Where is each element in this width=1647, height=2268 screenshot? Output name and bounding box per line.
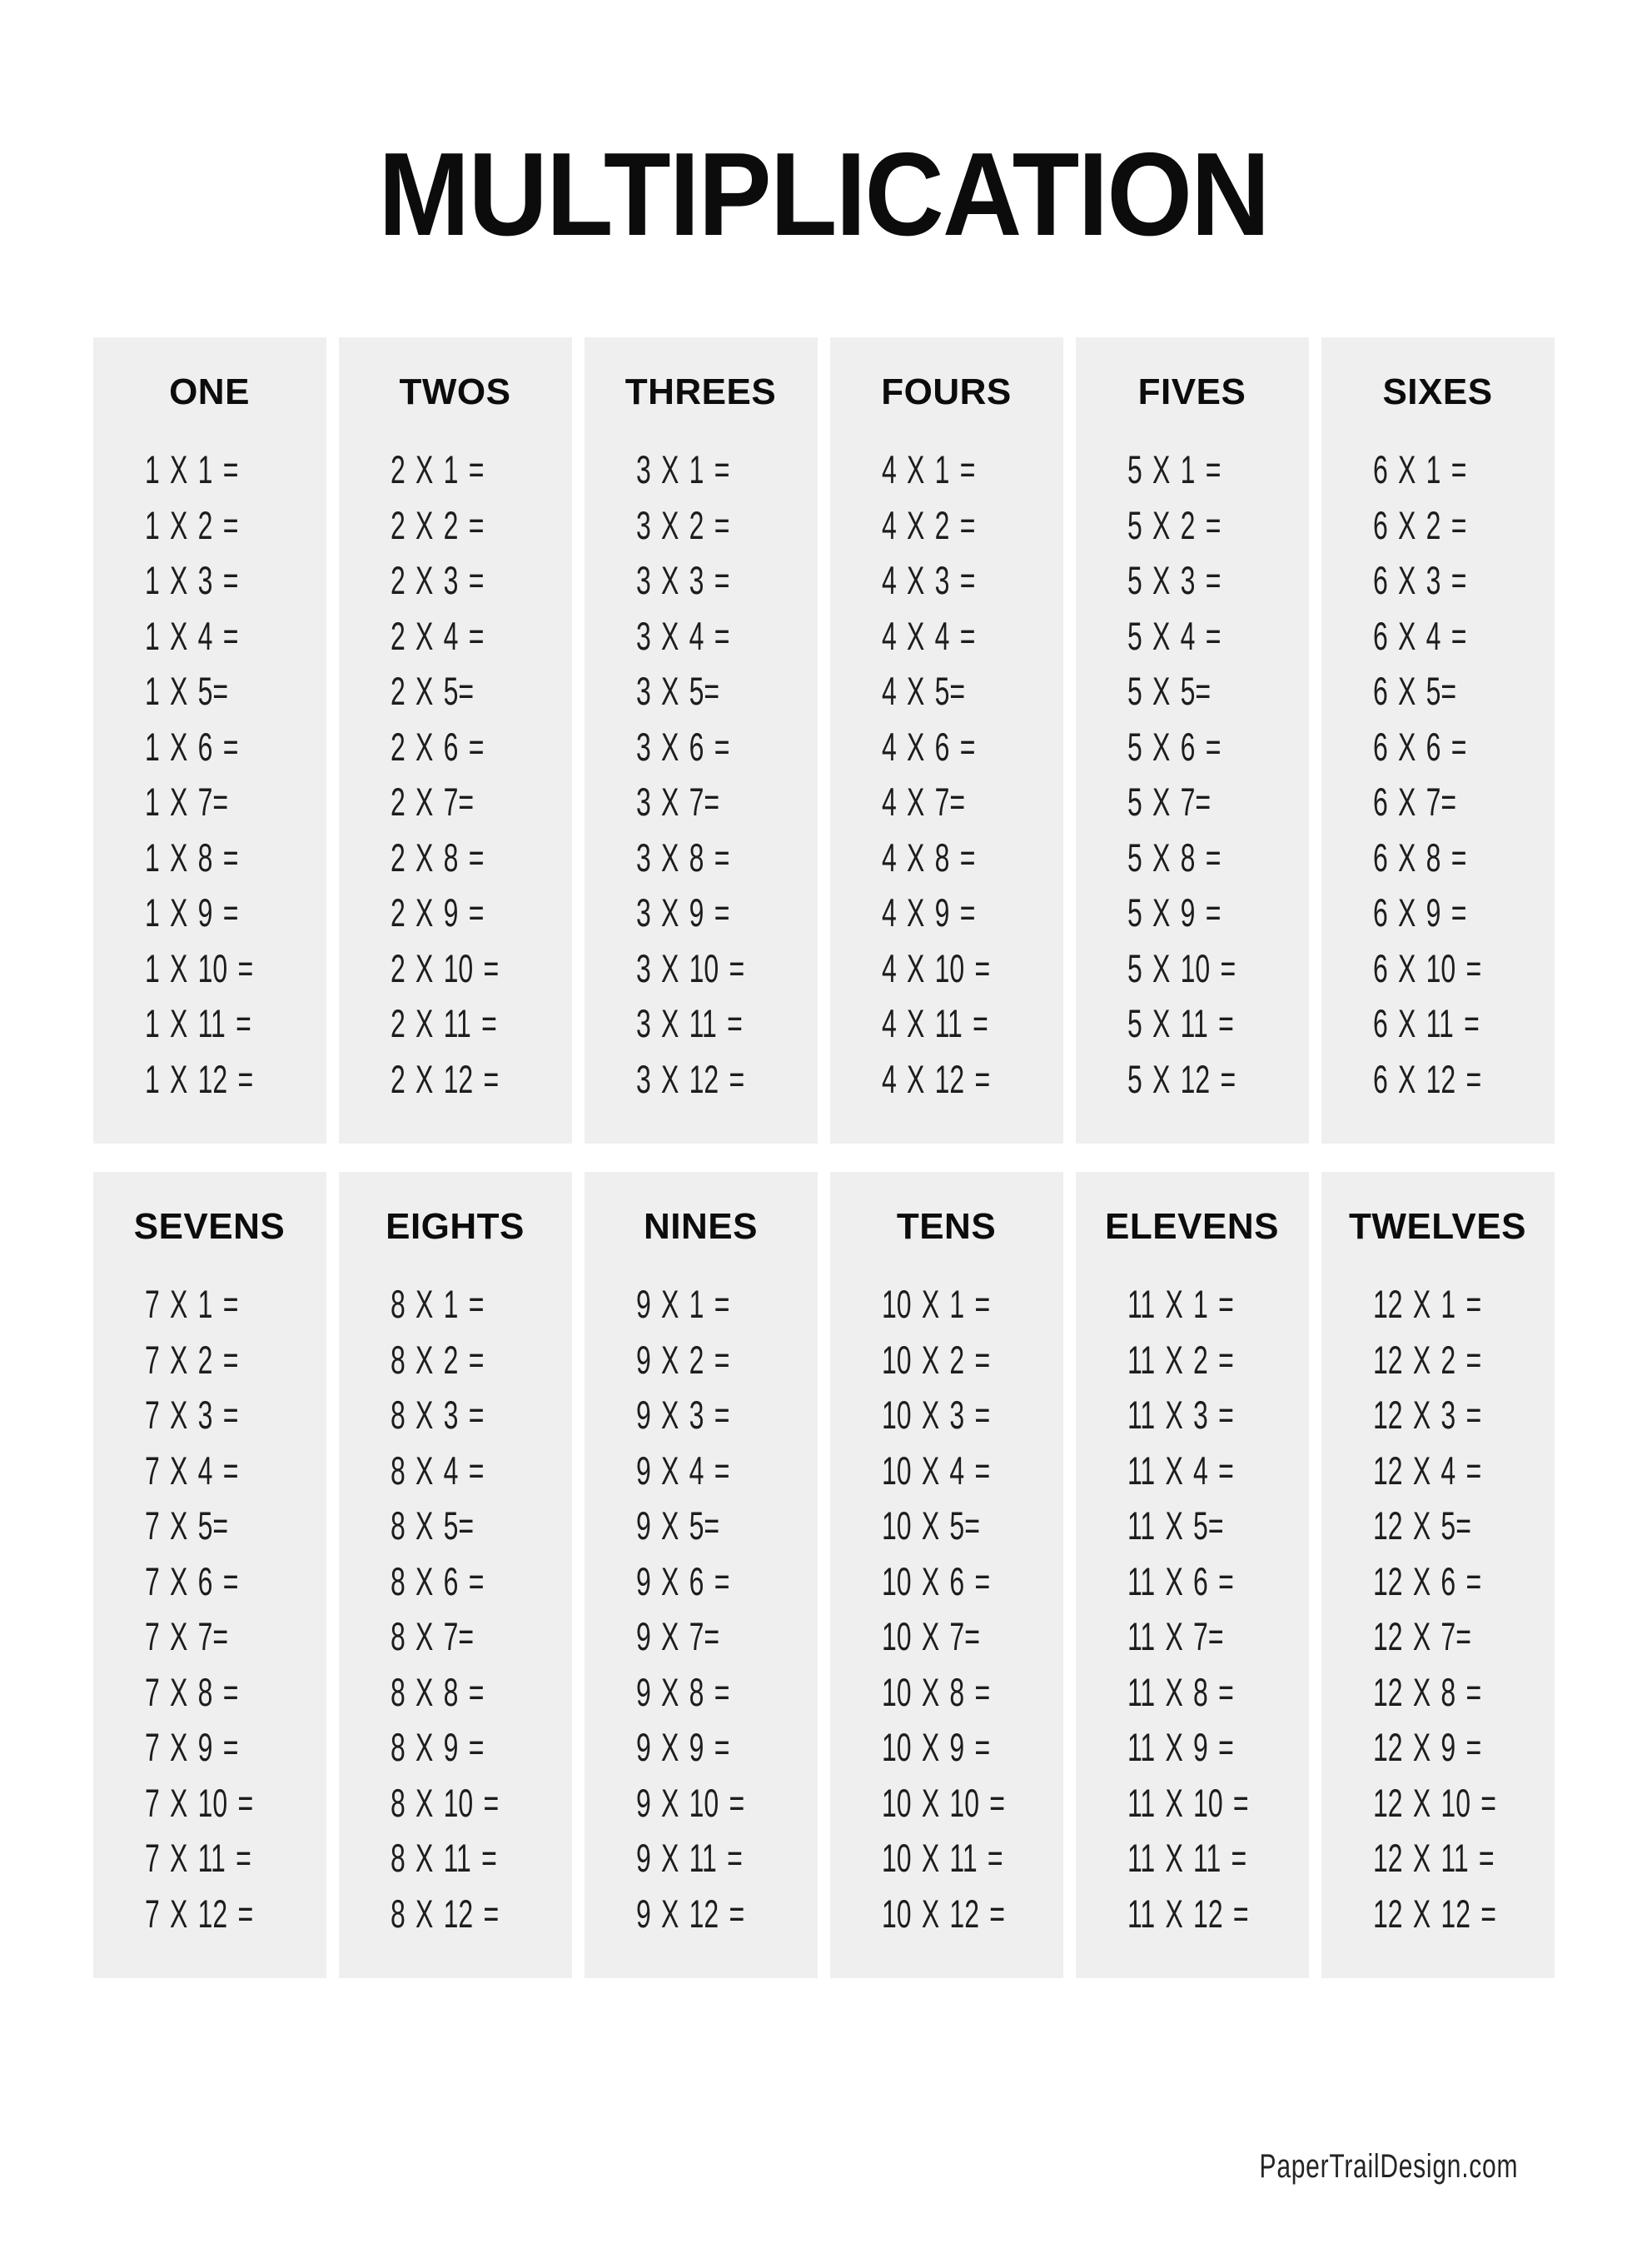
- equation: 9 X 3 =: [635, 1393, 729, 1437]
- equation: 9 X 10 =: [635, 1780, 744, 1825]
- column-header: TENS: [896, 1206, 997, 1247]
- equation: 5 X 7=: [1127, 780, 1211, 824]
- equation: 10 X 4 =: [881, 1448, 990, 1493]
- equation: 1 X 3 =: [144, 558, 238, 602]
- equation: 10 X 3 =: [881, 1393, 990, 1437]
- equation: 1 X 10 =: [144, 945, 253, 990]
- equation: 11 X 8 =: [1127, 1669, 1234, 1714]
- equation: 9 X 5=: [635, 1503, 719, 1548]
- equation: 3 X 7=: [635, 780, 719, 824]
- equation: 10 X 2 =: [881, 1337, 990, 1382]
- equation: 6 X 3 =: [1372, 558, 1466, 602]
- equation: 11 X 9 =: [1127, 1725, 1234, 1769]
- equation: 1 X 4 =: [144, 613, 238, 658]
- equation: 9 X 12 =: [635, 1891, 744, 1936]
- table-panel: [1321, 337, 1555, 1144]
- equation: 8 X 1 =: [390, 1282, 484, 1326]
- equation: 11 X 7=: [1127, 1614, 1223, 1658]
- equation: 3 X 1 =: [635, 447, 729, 491]
- equation: 10 X 1 =: [881, 1282, 990, 1326]
- equation: 7 X 8 =: [144, 1669, 238, 1714]
- equation: 7 X 1 =: [144, 1282, 238, 1326]
- equation: 5 X 6 =: [1127, 724, 1221, 769]
- equation: 2 X 1 =: [390, 447, 484, 491]
- equation-list: [1076, 1277, 1309, 1942]
- equation: 9 X 11 =: [635, 1836, 743, 1880]
- equation: 3 X 6 =: [635, 724, 729, 769]
- equation: 9 X 9 =: [635, 1725, 729, 1769]
- footer-credit: PaperTrailDesign.com: [1259, 2148, 1518, 2185]
- table-panel: [1321, 1172, 1555, 1978]
- equation: 6 X 2 =: [1372, 502, 1466, 547]
- equation: 12 X 12 =: [1372, 1891, 1496, 1936]
- equation-list: [830, 442, 1063, 1107]
- equation: 6 X 11 =: [1372, 1001, 1480, 1045]
- equation: 7 X 10 =: [144, 1780, 253, 1825]
- table-panel: [1076, 337, 1309, 1144]
- equation-list: [1321, 442, 1555, 1107]
- column-header: NINES: [644, 1206, 758, 1247]
- equation: 8 X 2 =: [390, 1337, 484, 1382]
- equation: 5 X 1 =: [1127, 447, 1221, 491]
- equation: 7 X 11 =: [144, 1836, 251, 1880]
- column-header: SIXES: [1382, 371, 1493, 412]
- equation: 9 X 2 =: [635, 1337, 729, 1382]
- equation: 2 X 9 =: [390, 890, 484, 935]
- equation: 8 X 6 =: [390, 1558, 484, 1603]
- equation: 6 X 5=: [1372, 669, 1456, 713]
- equation: 4 X 8 =: [881, 835, 975, 880]
- equation: 4 X 12 =: [881, 1056, 990, 1101]
- equation: 12 X 2 =: [1372, 1337, 1481, 1382]
- table-panel: [830, 1172, 1063, 1978]
- equation: 9 X 8 =: [635, 1669, 729, 1714]
- equation: 7 X 12 =: [144, 1891, 253, 1936]
- equation-list: [93, 1277, 326, 1942]
- equation: 8 X 12 =: [390, 1891, 499, 1936]
- equation: 9 X 1 =: [635, 1282, 729, 1326]
- column-header: SEVENS: [133, 1206, 286, 1247]
- equation: 9 X 4 =: [635, 1448, 729, 1493]
- equation: 6 X 8 =: [1372, 835, 1466, 880]
- equation: 2 X 10 =: [390, 945, 499, 990]
- column-header: FOURS: [881, 371, 1012, 412]
- equation-list: [1321, 1277, 1555, 1942]
- equation: 2 X 11 =: [390, 1001, 497, 1045]
- equation: 11 X 2 =: [1127, 1337, 1234, 1382]
- grid-row-top: [93, 337, 1555, 1144]
- equation: 7 X 4 =: [144, 1448, 238, 1493]
- equation: 6 X 7=: [1372, 780, 1456, 824]
- column-header: THREES: [624, 371, 777, 412]
- equation: 4 X 3 =: [881, 558, 975, 602]
- equation: 12 X 8 =: [1372, 1669, 1481, 1714]
- column-header: FIVES: [1137, 371, 1246, 412]
- equation: 3 X 3 =: [635, 558, 729, 602]
- equation: 1 X 11 =: [144, 1001, 251, 1045]
- equation: 3 X 4 =: [635, 613, 729, 658]
- equation: 2 X 5=: [390, 669, 474, 713]
- equation: 3 X 9 =: [635, 890, 729, 935]
- equation: 10 X 10 =: [881, 1780, 1005, 1825]
- equation: 5 X 12 =: [1127, 1056, 1236, 1101]
- equation: 11 X 3 =: [1127, 1393, 1234, 1437]
- equation: 3 X 11 =: [635, 1001, 743, 1045]
- table-panel: [339, 337, 572, 1144]
- equation: 8 X 10 =: [390, 1780, 499, 1825]
- equation: 7 X 5=: [144, 1503, 228, 1548]
- equation: 11 X 6 =: [1127, 1558, 1234, 1603]
- equation: 8 X 4 =: [390, 1448, 484, 1493]
- equation: 11 X 10 =: [1127, 1780, 1249, 1825]
- equation: 12 X 5=: [1372, 1503, 1471, 1548]
- equation: 5 X 10 =: [1127, 945, 1236, 990]
- multiplication-grid: [93, 337, 1555, 1978]
- equation: 9 X 6 =: [635, 1558, 729, 1603]
- equation: 7 X 2 =: [144, 1337, 238, 1382]
- equation: 4 X 1 =: [881, 447, 975, 491]
- column-header: ELEVENS: [1105, 1206, 1279, 1247]
- equation: 4 X 5=: [881, 669, 965, 713]
- equation: 12 X 6 =: [1372, 1558, 1481, 1603]
- equation: 4 X 9 =: [881, 890, 975, 935]
- table-panel: [1076, 1172, 1309, 1978]
- grid-row-bottom: [93, 1172, 1555, 1978]
- equation: 3 X 12 =: [635, 1056, 744, 1101]
- equation: 11 X 5=: [1127, 1503, 1223, 1548]
- equation: 6 X 12 =: [1372, 1056, 1481, 1101]
- equation-list: [830, 1277, 1063, 1942]
- equation: 6 X 10 =: [1372, 945, 1481, 990]
- equation: 11 X 11 =: [1127, 1836, 1246, 1880]
- table-panel: [585, 337, 818, 1144]
- table-panel: [93, 337, 326, 1144]
- equation-list: [339, 442, 572, 1107]
- equation: 1 X 6 =: [144, 724, 238, 769]
- column-header: TWOS: [399, 371, 511, 412]
- equation: 3 X 10 =: [635, 945, 744, 990]
- equation: 7 X 6 =: [144, 1558, 238, 1603]
- equation: 4 X 4 =: [881, 613, 975, 658]
- equation: 11 X 1 =: [1127, 1282, 1234, 1326]
- equation: 10 X 7=: [881, 1614, 980, 1658]
- equation: 5 X 9 =: [1127, 890, 1221, 935]
- equation: 5 X 8 =: [1127, 835, 1221, 880]
- equation: 12 X 11 =: [1372, 1836, 1495, 1880]
- equation: 8 X 8 =: [390, 1669, 484, 1714]
- table-panel: [339, 1172, 572, 1978]
- equation: 6 X 6 =: [1372, 724, 1466, 769]
- equation: 4 X 2 =: [881, 502, 975, 547]
- equation: 11 X 4 =: [1127, 1448, 1234, 1493]
- equation: 7 X 9 =: [144, 1725, 238, 1769]
- equation: 3 X 2 =: [635, 502, 729, 547]
- equation: 2 X 2 =: [390, 502, 484, 547]
- equation: 8 X 11 =: [390, 1836, 497, 1880]
- equation: 3 X 5=: [635, 669, 719, 713]
- equation: 2 X 8 =: [390, 835, 484, 880]
- equation: 2 X 7=: [390, 780, 474, 824]
- equation: 2 X 12 =: [390, 1056, 499, 1101]
- equation-list: [93, 442, 326, 1107]
- column-header: ONE: [169, 371, 250, 412]
- equation: 12 X 4 =: [1372, 1448, 1481, 1493]
- equation: 8 X 3 =: [390, 1393, 484, 1437]
- equation: 9 X 7=: [635, 1614, 719, 1658]
- equation: 1 X 2 =: [144, 502, 238, 547]
- equation: 1 X 5=: [144, 669, 228, 713]
- equation: 1 X 9 =: [144, 890, 238, 935]
- column-header: TWELVES: [1349, 1206, 1526, 1247]
- equation: 10 X 8 =: [881, 1669, 990, 1714]
- equation: 5 X 5=: [1127, 669, 1211, 713]
- equation: 2 X 4 =: [390, 613, 484, 658]
- equation-list: [585, 442, 818, 1107]
- equation: 10 X 6 =: [881, 1558, 990, 1603]
- equation: 1 X 1 =: [144, 447, 238, 491]
- equation: 11 X 12 =: [1127, 1891, 1249, 1936]
- equation: 10 X 9 =: [881, 1725, 990, 1769]
- equation: 5 X 11 =: [1127, 1001, 1234, 1045]
- equation-list: [585, 1277, 818, 1942]
- equation-list: [1076, 442, 1309, 1107]
- equation: 6 X 1 =: [1372, 447, 1466, 491]
- equation: 1 X 7=: [144, 780, 228, 824]
- table-panel: [585, 1172, 818, 1978]
- equation: 4 X 11 =: [881, 1001, 988, 1045]
- equation: 8 X 9 =: [390, 1725, 484, 1769]
- equation: 10 X 11 =: [881, 1836, 1003, 1880]
- equation: 7 X 7=: [144, 1614, 228, 1658]
- equation: 6 X 4 =: [1372, 613, 1466, 658]
- equation: 6 X 9 =: [1372, 890, 1466, 935]
- equation: 12 X 9 =: [1372, 1725, 1481, 1769]
- table-panel: [93, 1172, 326, 1978]
- equation: 2 X 3 =: [390, 558, 484, 602]
- equation: 8 X 7=: [390, 1614, 474, 1658]
- equation: 1 X 8 =: [144, 835, 238, 880]
- equation: 7 X 3 =: [144, 1393, 238, 1437]
- equation: 12 X 3 =: [1372, 1393, 1481, 1437]
- equation: 4 X 6 =: [881, 724, 975, 769]
- page-title: MULTIPLICATION: [378, 128, 1269, 261]
- equation: 3 X 8 =: [635, 835, 729, 880]
- equation: 5 X 4 =: [1127, 613, 1221, 658]
- table-panel: [830, 337, 1063, 1144]
- equation: 8 X 5=: [390, 1503, 474, 1548]
- equation: 5 X 2 =: [1127, 502, 1221, 547]
- equation: 10 X 5=: [881, 1503, 980, 1548]
- equation: 12 X 7=: [1372, 1614, 1471, 1658]
- equation: 4 X 10 =: [881, 945, 990, 990]
- equation: 10 X 12 =: [881, 1891, 1005, 1936]
- equation: 1 X 12 =: [144, 1056, 253, 1101]
- equation: 12 X 10 =: [1372, 1780, 1496, 1825]
- equation: 12 X 1 =: [1372, 1282, 1481, 1326]
- equation: 2 X 6 =: [390, 724, 484, 769]
- column-header: EIGHTS: [386, 1206, 525, 1247]
- equation: 4 X 7=: [881, 780, 965, 824]
- equation-list: [339, 1277, 572, 1942]
- equation: 5 X 3 =: [1127, 558, 1221, 602]
